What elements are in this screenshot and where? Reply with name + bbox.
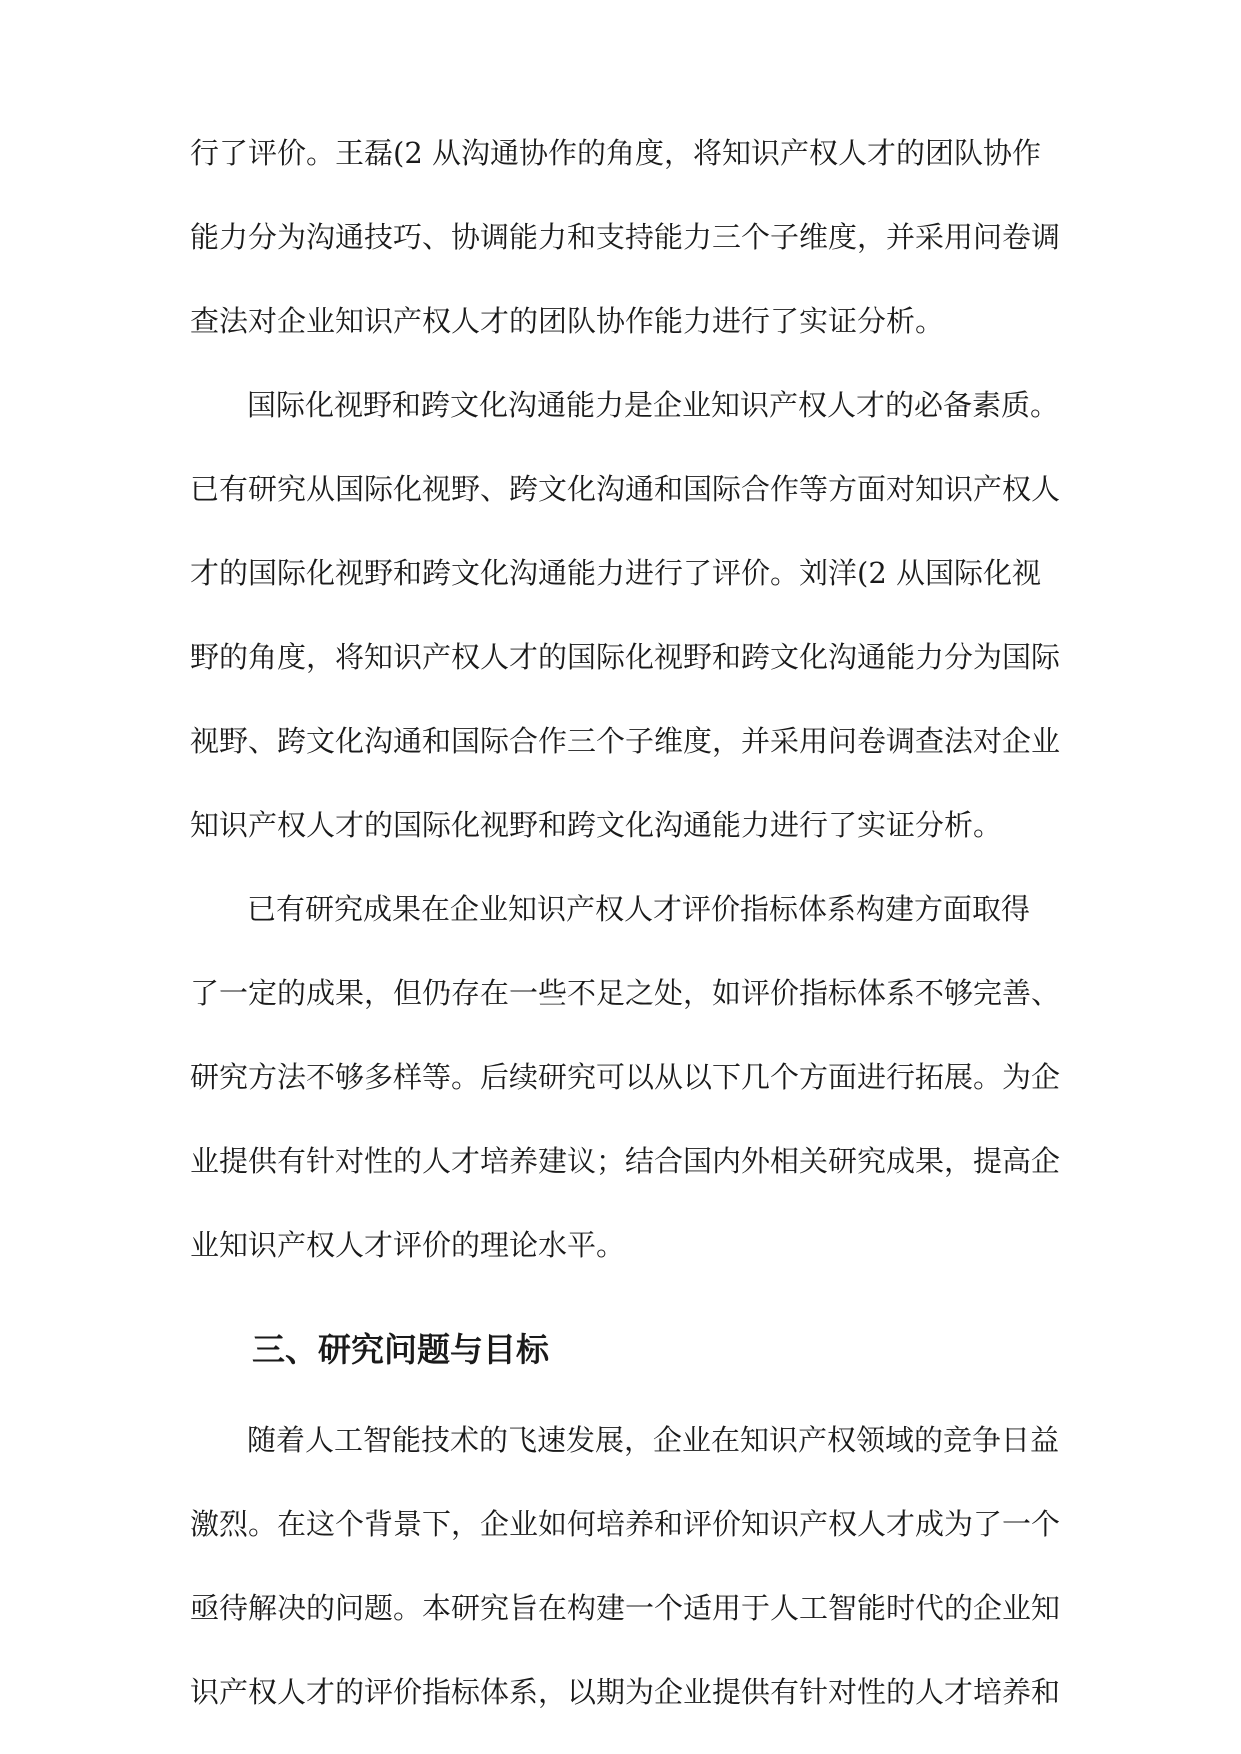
text-line: 国际化视野和跨文化沟通能力是企业知识产权人才的必备素质。 xyxy=(247,388,1060,422)
text-line: 行了评价。王磊(2 从沟通协作的角度，将知识产权人才的团队协作 xyxy=(190,136,1041,170)
text-line: 业知识产权人才评价的理论水平。 xyxy=(190,1228,626,1262)
text-line: 已有研究成果在企业知识产权人才评价指标体系构建方面取得 xyxy=(247,892,1031,926)
text-line: 查法对企业知识产权人才的团队协作能力进行了实证分析。 xyxy=(190,304,945,338)
section-heading: 三、研究问题与目标 xyxy=(252,1330,549,1369)
text-line: 野的角度，将知识产权人才的国际化视野和跨文化沟通能力分为国际 xyxy=(190,640,1061,674)
text-line: 随着人工智能技术的飞速发展，企业在知识产权领域的竞争日益 xyxy=(247,1423,1060,1457)
text-line: 研究方法不够多样等。后续研究可以从以下几个方面进行拓展。为企 xyxy=(190,1060,1061,1094)
text-line: 识产权人才的评价指标体系，以期为企业提供有针对性的人才培养和 xyxy=(190,1675,1061,1709)
text-line: 视野、跨文化沟通和国际合作三个子维度，并采用问卷调查法对企业 xyxy=(190,724,1061,758)
text-line: 亟待解决的问题。本研究旨在构建一个适用于人工智能时代的企业知 xyxy=(190,1591,1061,1625)
text-line: 业提供有针对性的人才培养建议；结合国内外相关研究成果，提高企 xyxy=(190,1144,1061,1178)
text-line: 已有研究从国际化视野、跨文化沟通和国际合作等方面对知识产权人 xyxy=(190,472,1061,506)
text-line: 激烈。在这个背景下，企业如何培养和评价知识产权人才成为了一个 xyxy=(190,1507,1061,1541)
text-line: 了一定的成果，但仍存在一些不足之处，如评价指标体系不够完善、 xyxy=(190,976,1061,1010)
text-line: 知识产权人才的国际化视野和跨文化沟通能力进行了实证分析。 xyxy=(190,808,1003,842)
text-line: 才的国际化视野和跨文化沟通能力进行了评价。刘洋(2 从国际化视 xyxy=(190,556,1041,590)
text-line: 能力分为沟通技巧、协调能力和支持能力三个子维度，并采用问卷调 xyxy=(190,220,1061,254)
